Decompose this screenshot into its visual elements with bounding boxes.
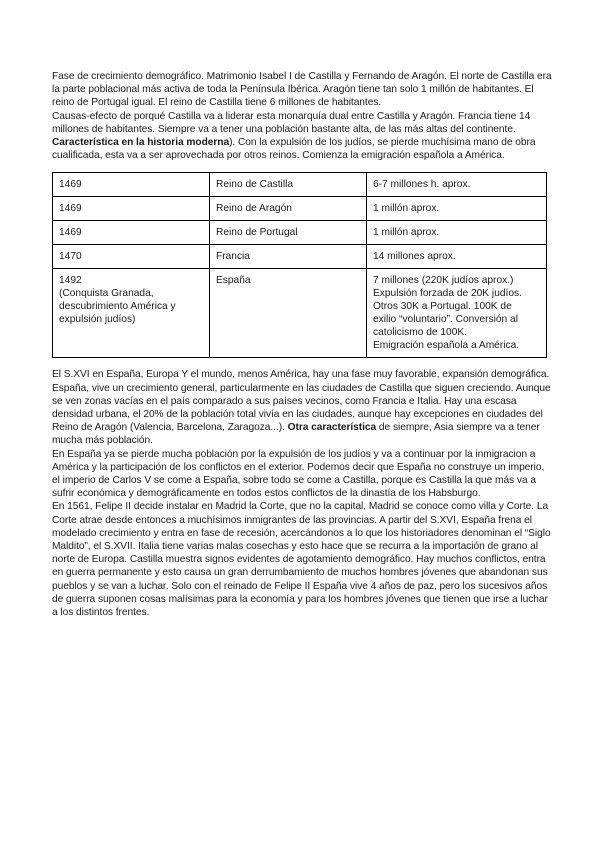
body-paragraph-1 — [52, 368, 554, 447]
body-paragraph-2: En España ya se pierde mucha población por la expulsión de los judíos y va a continuar por la inmigracion a América y la participación de los conflictos en el exterior. Podemos decir que España no construye un imperio, el imperio de Carlos V se come a España, sobre todo se come a Castilla, porque es Castilla la que más va a sufrir económica y demográficamente en todos estos conflictos de la dinastía de los Habsburgo. — [52, 448, 545, 500]
body-text-a: El S.XVI en España, Europa Y el mundo, menos América, hay una fase muy favorable, expansión demográfica. España, vive un crecimiento general, particularmente en las ciudades de Castilla que siguen creciendo. Aunque se ven zonas vacías en el país comparado a sus países vecinos, como Francia e Italia. Hay una escasa densidad urbana, el 20% de la población total vivía en las ciudades, aunque hay excepciones en ciudades del Reino de Aragón (Valencia, Barcelona, Zaragoza...). — [52, 369, 551, 434]
year-cell: 1492 (Conquista Granada, descubrimiento América y expulsión judíos) — [53, 269, 210, 358]
year-cell: 1469 — [53, 173, 210, 197]
intro-paragraph-2 — [52, 110, 554, 163]
table-row — [53, 269, 547, 358]
intro-text-b: ). Con la expulsión de los judíos, se pierde muchísima mano de obra cualificada, esta va a ser aprovechada por otros reinos. Comienza la emigración española a América. — [52, 137, 536, 162]
body-section — [52, 368, 554, 619]
intro-bold-text: Característica en la historia moderna — [52, 137, 230, 149]
year-cell: 1470 — [53, 245, 210, 269]
population-cell: 1 millón aprox. — [367, 197, 547, 221]
body-bold-text: Otra característica — [287, 422, 377, 434]
year-cell: 1469 — [53, 221, 210, 245]
population-cell: 7 millones (220K judíos aprox.) Expulsión forzada de 20K judíos. Otros 30K a Portugal. 100K de exilio “voluntario”. Conversión al catolicismo de 100K. Emigración española a América. — [367, 269, 547, 358]
table-row — [53, 221, 547, 245]
document-page — [52, 70, 554, 619]
table-row — [53, 245, 547, 269]
kingdom-cell: Reino de Castilla — [210, 173, 367, 197]
table-row — [53, 197, 547, 221]
year-cell: 1469 — [53, 197, 210, 221]
kingdom-cell: Francia — [210, 245, 367, 269]
body-text-b: de siempre, Asia siempre va a tener mucha más población. — [52, 422, 540, 447]
intro-paragraph-1: Fase de crecimiento demográfico. Matrimonio Isabel I de Castilla y Fernando de Aragón. El norte de Castilla era la parte poblacional más activa de toda la Península Ibérica. Aragón tiene tan solo 1 millón de habitantes. El reino de Portugal igual. El reino de Castilla tiene 6 millones de habitantes. — [52, 71, 552, 109]
intro-text-a: Causas-efecto de porqué Castilla va a liderar esta monarquía dual entre Castilla y Aragón. Francia tiene 14 millones de habitantes. Siempre va a tener una población bastante alta, de las más altas del continente. — [52, 110, 531, 135]
body-paragraph-3: En 1561, Felipe II decide instalar en Madrid la Corte, que no la capital, Madrid se conoce como villa y Corte. La Corte atrae desde entonces a muchísimos inmigrantes de las provincias. A partir del S.XVI, España frena el modelado crecimiento y entra en fase de recesión, acercándonos a lo que los historiadores denominan el “Siglo Maldito”, el S.XVII. Italia tiene varias malas cosechas y esto hace que se recurra a la importación de grano al norte de Europa. Castilla muestra signos evidentes de agotamiento demográfico. Hay muchos conflictos, entra en guerra permanente y esto causa un gran derrumbamiento de muchos hombres jóvenes que abandonan sus pueblos y se van a luchar. Solo con el reinado de Felipe II España vive 4 años de paz, pero los sucesivos años de guerra suponen cosas malísimas para la economía y para los hombres jóvenes que tienen que irse a luchar a los distintos frentes. — [52, 501, 551, 619]
kingdom-cell: Reino de Portugal — [210, 221, 367, 245]
population-cell: 6-7 millones h. aprox. — [367, 173, 547, 197]
kingdom-cell: España — [210, 269, 367, 358]
kingdom-cell: Reino de Aragón — [210, 197, 367, 221]
population-table — [52, 172, 547, 358]
table-row — [53, 173, 547, 197]
population-cell: 1 millón aprox. — [367, 221, 547, 245]
population-cell: 14 millones aprox. — [367, 245, 547, 269]
